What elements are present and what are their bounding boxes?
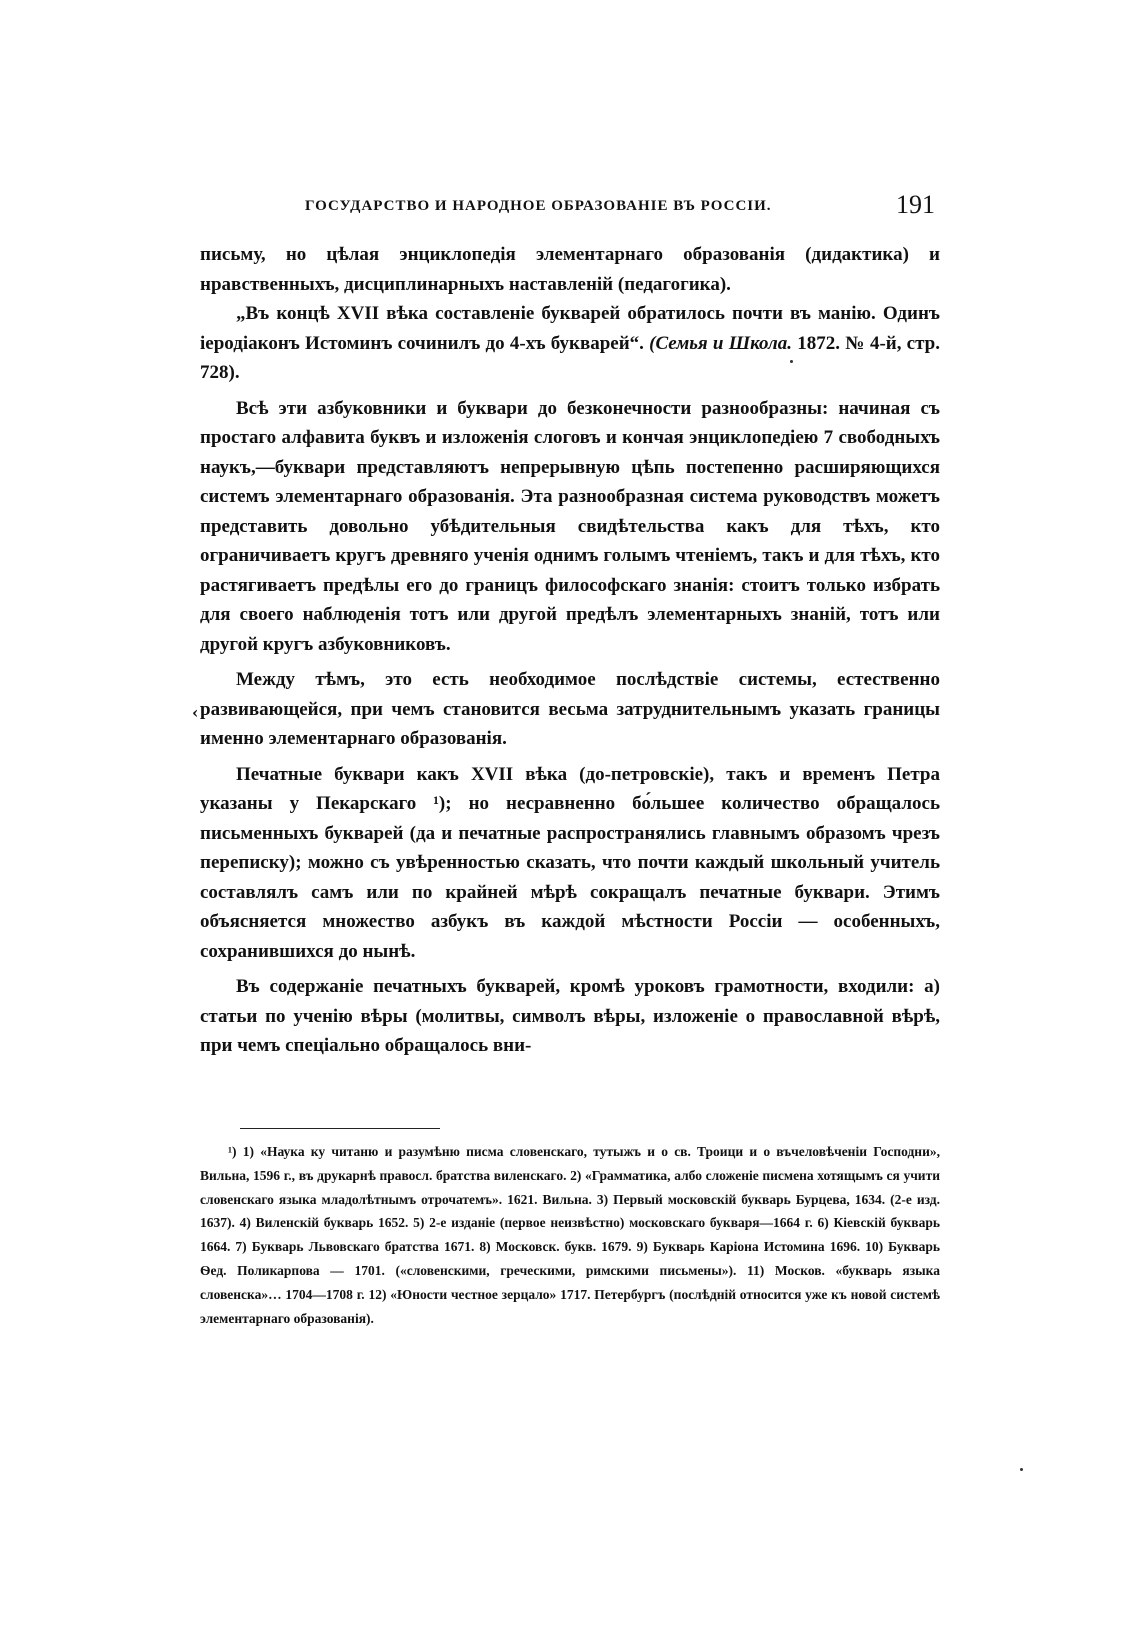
scan-speck — [790, 360, 793, 363]
quote-text: „Въ концѣ XVII вѣка составленіе букварей обратилось почти въ манію. Одинъ іеродіаконъ Истоминъ сочинилъ до 4-хъ букварей“. — [200, 303, 940, 354]
paragraph-1: письму, но цѣлая энциклопедія элементарнаго образованія (дидактика) и нравственныхъ, дисциплинарныхъ наставленій (педагогика). — [200, 244, 940, 295]
paragraph-2-quote — [200, 299, 940, 388]
source-title: (Семья и Школа. — [649, 332, 793, 354]
footnote-divider — [240, 1128, 440, 1129]
paragraph-6: Въ содержаніе печатныхъ букварей, кромѣ уроковъ грамотности, входили: а) статьи по ученію вѣры (молитвы, символъ вѣры, изложеніе о православной вѣрѣ, при чемъ спеціально обращалось вни- — [200, 976, 940, 1056]
paragraph-4: Между тѣмъ, это есть необходимое послѣдствіе системы, естественно развивающейся, при чемъ становится весьма затруднительнымъ указать границы именно элементарнаго образованія. — [200, 669, 940, 749]
paragraph-5: Печатные буквари какъ XVII вѣка (до-петровскіе), такъ и временъ Петра указаны у Пекарскаго ¹); но несравненно бо́льшее количество обращалось письменныхъ букварей (да и печатные распространялись главнымъ образомъ чрезъ переписку); можно съ увѣренностью сказать, что почти каждый школьный учитель составлялъ самъ или по крайней мѣрѣ сокращалъ печатные буквари. Этимъ объясняется множество азбукъ въ каждой мѣстности Россіи — особенныхъ, сохранившихся до нынѣ. — [200, 763, 940, 962]
source-citation: 1872. № 4-й, стр. 728). — [200, 332, 940, 383]
footnote: ¹) 1) «Наука ку читаню и разумѣню писма словенскаго, тутыжъ и о св. Троици и о въчеловѣченіи Господни», Вильна, 1596 г., въ друкарнѣ правосл. братства виленскаго. 2) «Грамматика, албо сложеніе писмена хотящымъ ся учити словенскаго языка младолѣтнымъ отрочатемъ». 1621. Вильна. 3) Первый московскій букварь Бурцева, 1634. (2-е изд. 1637). 4) Виленскій букварь 1652. 5) 2-е изданіе (первое неизвѣстно) московскаго букваря—1664 г. 6) Кіевскій букварь 1664. 7) Букварь Львовскаго братства 1671. 8) Московск. букв. 1679. 9) Букварь Каріона Истомина 1696. 10) Букварь Ѳед. Поликарпова — 1701. («словенскими, греческими, римскими письмены»). 11) Москов. «букварь языка словенска»… 1704—1708 г. 12) «Юности честное зерцало» 1717. Петербургъ (послѣдній относится уже къ новой системѣ элементарнаго образованія). — [200, 1144, 940, 1326]
margin-mark: ‹ — [192, 703, 199, 722]
page-header — [205, 190, 935, 222]
paragraph-3: Всѣ эти азбуковники и буквари до безконечности разнообразны: начиная съ простаго алфавита буквъ и изложенія слоговъ и кончая энциклопедіею 7 свободныхъ наукъ,—буквари представляютъ непрерывную цѣпь постепенно расширяющихся системъ элементарнаго образованія. Эта разнообразная система руководствъ можетъ представить довольно убѣдительныя свидѣтельства какъ для тѣхъ, кто ограничиваетъ кругъ древняго ученія однимъ голымъ чтеніемъ, такъ и для тѣхъ, кто растягиваетъ предѣлы его до границъ философскаго знанія: стоитъ только избрать для своего наблюденія тотъ или другой предѣлъ элементарныхъ знаній, тотъ или другой кругъ азбуковниковъ. — [200, 397, 940, 655]
running-title: ГОСУДАРСТВО И НАРОДНОЕ ОБРАЗОВАНІЕ ВЪ РОССІИ. — [305, 198, 772, 214]
page-number: 191 — [896, 190, 935, 219]
main-text — [200, 240, 940, 1061]
scan-speck — [1020, 1468, 1023, 1471]
